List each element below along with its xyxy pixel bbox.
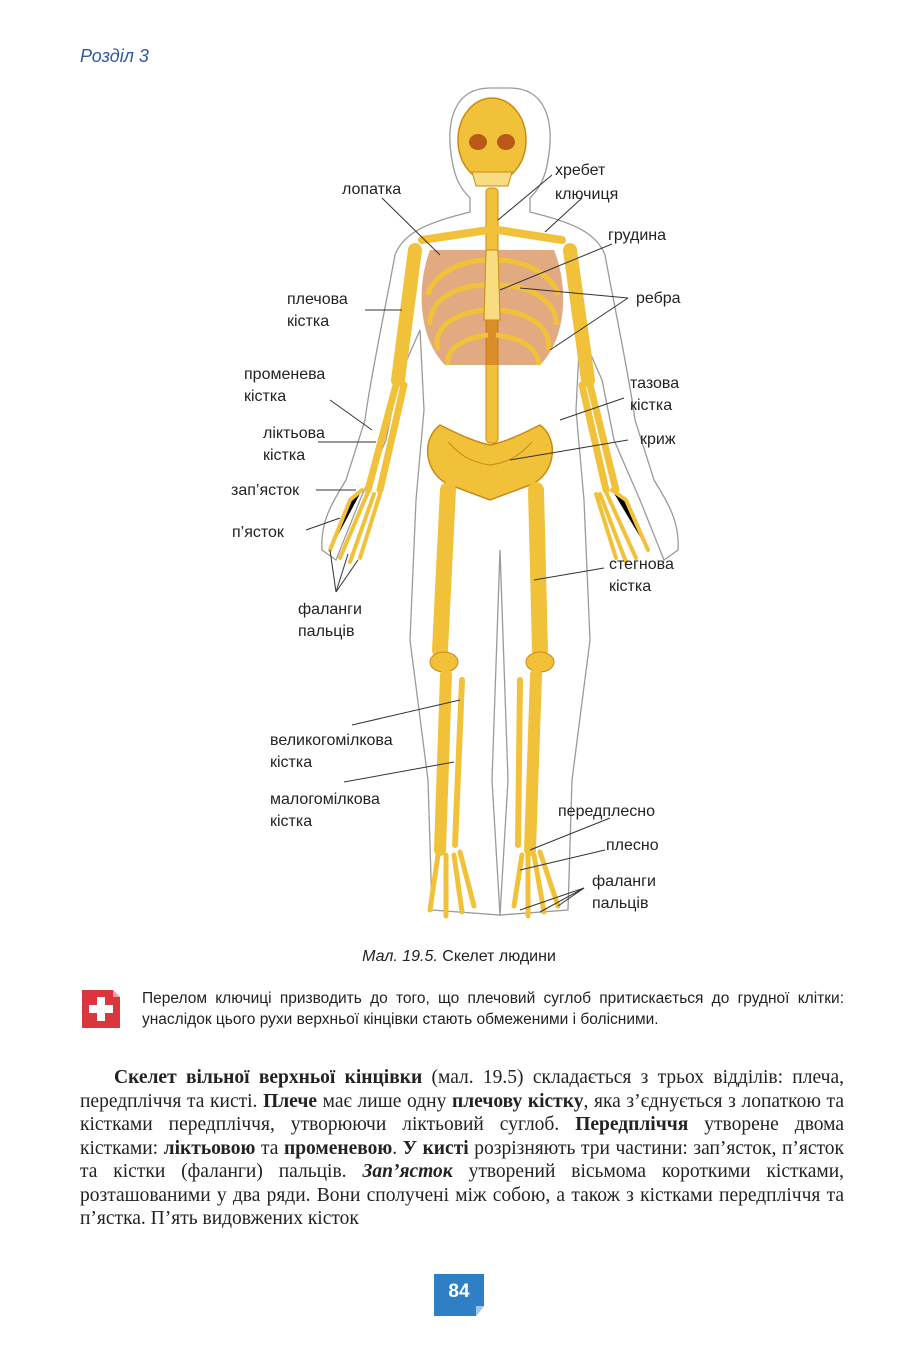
label-hand-phalanges-line2: пальців [298,623,355,640]
term-ulna: ліктьовою [163,1137,256,1159]
skull [458,98,526,182]
text-span-1: (мал. 19.5) складається з трьох відділів: плеча, передпліччя та кисті. [80,1067,844,1112]
caption-number: Мал. 19.5. [362,948,438,965]
label-pelvis-line2: кістка [630,397,673,414]
text-span-4: утворене двома кістками: [80,1114,845,1159]
fibula-right [518,680,520,845]
text-span-5: та [255,1137,284,1159]
label-femur-line1: стегнова [609,556,674,573]
label-femur-line2: кістка [609,578,652,595]
label-sacrum: криж [640,431,676,448]
page-number: 84 [448,1281,470,1302]
skeleton-figure [0,80,918,950]
main-paragraph [80,1066,844,1231]
text-span-3: , яка з’єднується з лопаткою та кістками передпліччя, утворюючи ліктьовий суглоб. [80,1090,844,1135]
label-fibula [270,789,380,833]
label-hand-phalanges-line1: фаланги [298,601,362,618]
label-radius [244,364,325,408]
label-scapula: лопатка [342,181,402,198]
label-ulna [263,423,325,467]
label-tibia [270,730,393,774]
label-femur [609,554,674,598]
label-tarsus: передплесно [558,803,655,820]
label-ulna-line1: ліктьова [263,425,325,442]
label-sternum: грудина [608,227,667,244]
text-span-2: має лише одну [317,1090,452,1112]
text-span-8: утворений вісьмома короткими кістками, розташованими у два ряди. Вони сполучені між собою, а також з кістками передпліччя та п’ястка. П’ять видовжених кісток [80,1161,845,1229]
fibula-left [455,680,462,845]
term-radius: променевою [283,1137,393,1159]
label-foot-phalanges [592,871,656,915]
label-ribs: ребра [636,290,681,307]
label-clavicle: ключиця [555,186,619,203]
term-shoulder: Плече [263,1090,318,1112]
foot-right [514,852,558,916]
humerus-left [398,250,415,380]
label-tibia-line2: кістка [270,754,313,771]
term-humerus: плечову кістку [451,1090,584,1112]
text-span-7: розрізняють три частини: зап’ясток, п’ясток та кістки (фаланги) пальців. [80,1137,844,1182]
femur-left [440,490,448,650]
label-foot-phalanges-line2: пальців [592,895,649,912]
humerus-right [570,250,588,380]
term-upper-limb: Скелет вільної верхньої кінцівки [114,1067,423,1088]
sternum [484,250,500,320]
figure-caption [0,948,918,966]
label-radius-line2: кістка [244,388,287,405]
skeleton-illustration [0,80,918,950]
label-radius-line1: променева [244,366,326,383]
tibia-right [530,675,536,850]
first-aid-note: Перелом ключиці призводить до того, що плечовий суглоб притискається до грудної клітки: унаслідок цього рухи верхньої кінцівки стають обмеженими і болісними. [142,990,844,1028]
label-fibula-line1: малогомілкова [270,791,380,808]
label-metatarsus: плесно [606,837,659,854]
caption-text: Скелет людини [442,948,556,965]
term-hand: У кисті [402,1137,469,1159]
label-hand-phalanges [298,599,362,643]
label-pelvis [630,373,679,417]
label-wrist: зап’ясток [231,482,300,499]
term-forearm: Передпліччя [575,1114,689,1135]
forearm-right [582,385,616,490]
term-wrist: Зап’ясток [362,1161,453,1182]
text-span-6: . [392,1137,403,1159]
label-foot-phalanges-line1: фаланги [592,873,656,890]
label-pelvis-line1: тазова [630,375,680,392]
label-humerus-line2: кістка [287,313,330,330]
first-aid-plus-icon [80,988,122,1030]
label-humerus-line1: плечова [287,291,348,308]
label-metacarpus: п’ясток [232,524,284,541]
hand-left [330,490,380,562]
femur-right [536,490,540,650]
section-header: Розділ 3 [80,46,149,66]
label-ulna-line2: кістка [263,447,306,464]
foot-left [430,852,474,916]
label-tibia-line1: великогомілкова [270,732,393,749]
label-fibula-line2: кістка [270,813,313,830]
tibia-left [440,675,446,850]
label-humerus [287,289,348,333]
label-spine: хребет [555,162,606,179]
